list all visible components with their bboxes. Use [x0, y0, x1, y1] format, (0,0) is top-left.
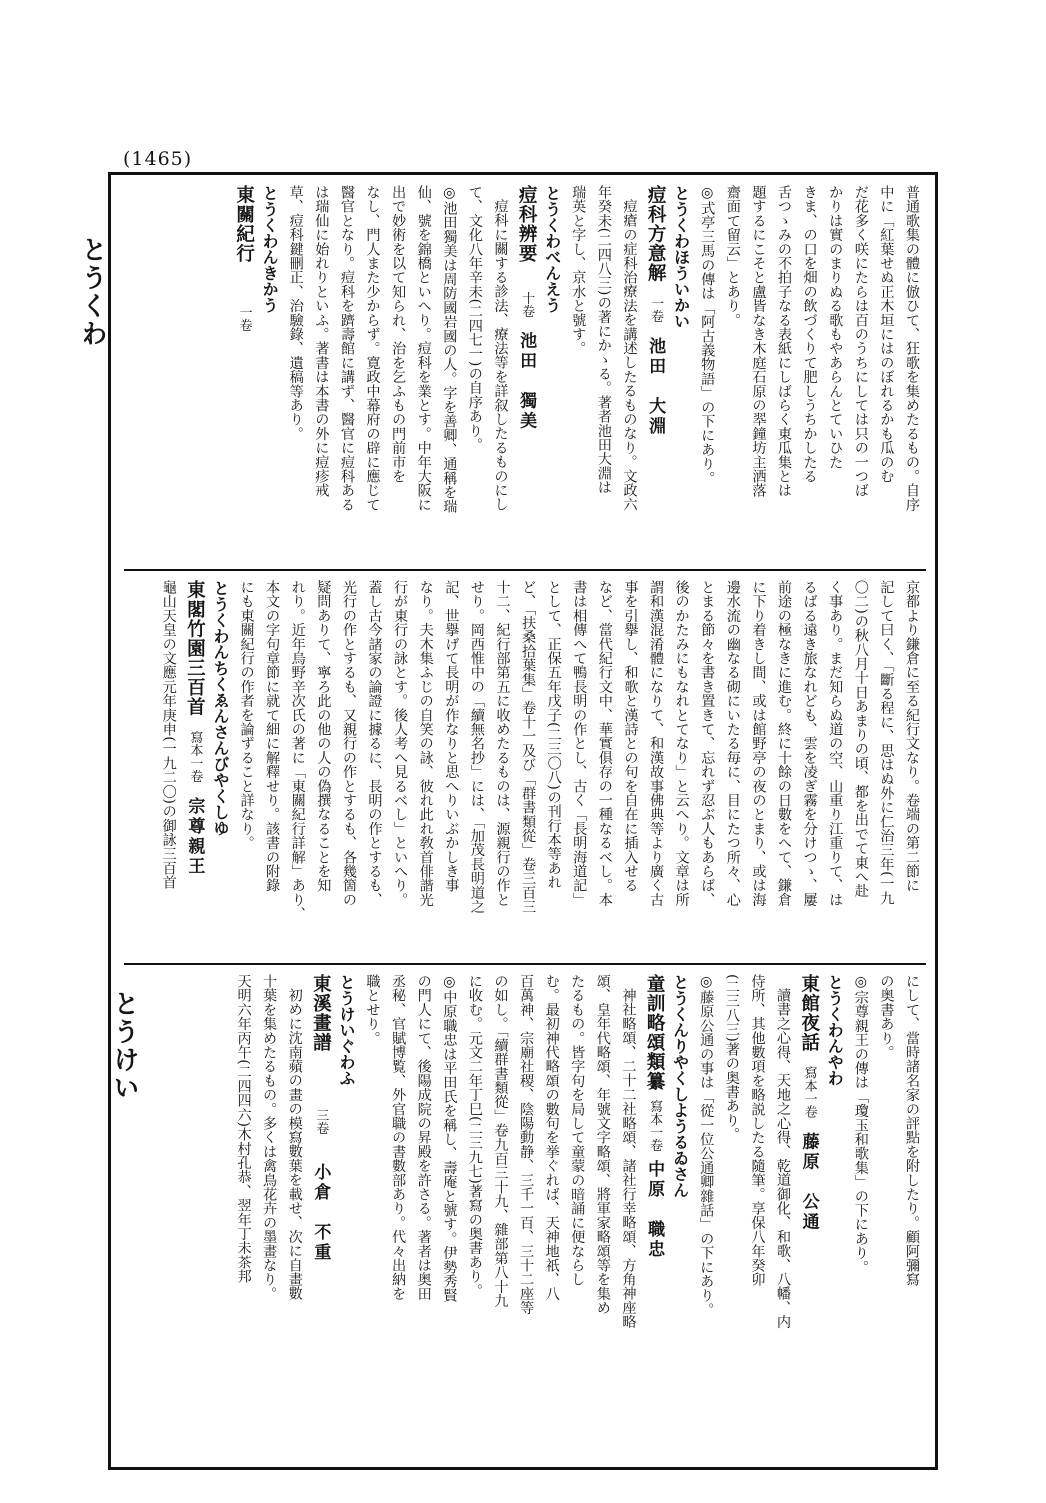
text-line: の門人にて、後陽成院の昇殿を許さる。著者は奥田 — [415, 974, 432, 1301]
entry-heading — [230, 185, 257, 557]
entry-heading — [640, 974, 667, 1344]
text-line: (二三八三)著の奥書あり。 — [723, 974, 740, 1142]
text-line: む。最初神代略頌の數句を挙ぐれば、天神地祇、八 — [543, 974, 560, 1301]
text-line: く事あり。まだ知らぬ道の空、山重り江重りて、は — [827, 580, 844, 907]
text-line: 記、世擧げて長明が作なりと思へりいぶかしき事 — [443, 580, 460, 893]
text-line: なり。夫木集ふじの自笑の詠、彼れ此れ敎首俳諧光 — [417, 580, 434, 907]
text-line: 痘瘡の症科治療法を講述したるものなり。文政六 — [621, 199, 638, 512]
entry-author: 池田 獨美 — [516, 331, 537, 432]
text-line: 丞秘、官賦博覧、外官職の書數部あり。代々出納を — [390, 974, 407, 1301]
entry-heading — [181, 580, 208, 952]
text-line: ど、「扶桑拾葉集」卷十一及び「群書類從」卷三百三 — [520, 580, 537, 914]
text-line: 蓋し古今諸家の論證に據るに、長明の作とするも、 — [366, 580, 383, 907]
entry-title: 東關紀行 — [233, 185, 255, 263]
entry-volume: 寫本一卷 — [187, 730, 203, 783]
entry-reading: とうくわんきかう — [260, 185, 280, 313]
entry-reading: とうくわほういかい — [671, 185, 691, 329]
text-line: 仙、號を錦橋といへり。痘科を業とす。中年大阪に — [415, 185, 432, 512]
text-line: ◎式亭三馬の傳は「阿古義物語」の下にあり。 — [699, 185, 716, 485]
text-line: 後のかたみにもなれとてなり」と云へり。文章は所 — [673, 580, 690, 907]
entry-reading: とうけいぐわふ — [336, 974, 356, 1086]
entry-heading — [513, 185, 540, 557]
text-band-upper — [124, 185, 924, 557]
text-line: 謂和漢混淆體になりて、和漢故事佛典等より廣く古 — [648, 580, 665, 907]
text-line: 神社略頌、二十二社略頌、諸社行幸略頌、方角神座略 — [620, 988, 637, 1329]
entry-reading: とうくわんやわ — [825, 974, 845, 1086]
entry-author: 藤原 公通 — [798, 1132, 819, 1233]
entry-volume: 三卷 — [313, 1108, 329, 1135]
text-line: 舌つゝみの不拍子なる表紙にしばらく東瓜集とは — [776, 185, 793, 498]
page-number: (1465) — [123, 148, 193, 170]
text-line: の奥書あり。 — [878, 974, 895, 1060]
text-line: に下り着きし間、或は館野亭の夜のとまり、或は海 — [750, 580, 767, 907]
text-line: 邊水流の幽なる砌にいたる毎に、目にたつ所々、心 — [724, 580, 741, 907]
text-line: 龜山天皇の文應元年庚申(一九二〇)の御詠三百首 — [160, 580, 177, 890]
text-line: かりは實のまりぬる歌もやあらんとていひた — [827, 185, 844, 469]
text-line: ◎中原職忠は平田氏を稱し、壽庵と號す。伊勢秀賢 — [441, 974, 458, 1303]
side-header-left: とうけい — [109, 990, 139, 1102]
entry-title: 東館夜話 — [798, 974, 820, 1052]
text-line: 疑問ありて、寧ろ此の他の人の偽撰なることを知 — [315, 580, 332, 893]
text-line: 京都より鎌倉に至る紀行文なり。卷端の第二節に — [904, 580, 920, 893]
text-line: 題するにこそと盧皆なき木庭石原の翆鐘坊主洒落 — [750, 185, 767, 498]
text-line: 光行の作とするも、又親行の作とするも、各幾箇の — [340, 580, 357, 907]
band-divider-2 — [124, 963, 926, 965]
entry-heading — [641, 185, 668, 557]
text-line: 書は相傳へて鴨長明の作とし、古く「長明海道記」 — [571, 580, 588, 907]
text-line: たるもの。皆字句を局して童蒙の暗誦に便ならし — [569, 974, 586, 1287]
text-band-middle — [124, 580, 924, 952]
text-line: ◎藤原公通の事は「從一位公通卿雜話」の下にあり。 — [698, 974, 715, 1317]
entry-author: 小倉 不重 — [310, 1163, 331, 1264]
side-header-right: とうくわ — [77, 236, 107, 348]
entry-heading — [307, 974, 334, 1344]
entry-title: 童訓略頌類纂 — [644, 974, 666, 1091]
text-line: 讀書之心得、天地之心得、乾道御化、和歌、八幡、内 — [775, 988, 792, 1329]
text-line: に收む。元文二年丁巳(二三九七)著寫の奥書あり。 — [466, 974, 483, 1298]
entry-volume: 寫本一卷 — [801, 1066, 817, 1119]
entry-reading: とうくんりやくしようるゐさん — [670, 974, 690, 1198]
text-line: 行が東行の詠とす。後人考へ見るべし」といへり。 — [392, 580, 409, 907]
entry-reading: とうくわべんえう — [542, 185, 562, 313]
entry-author: 池田 大淵 — [645, 336, 666, 437]
text-line: 十葉を集めたるもの。多くは禽鳥花卉の墨畫なり。 — [261, 974, 278, 1301]
text-line: せり。岡西惟中の「續無名抄」には、「加茂長明道之 — [468, 580, 485, 914]
text-line: 百萬神、宗廟社稷、陰陽動静、三千一百、三十二座等 — [518, 974, 535, 1315]
entry-volume: 一卷 — [236, 305, 252, 332]
text-line: にして、當時諸名家の評點を附したり。顧阿彌寫 — [904, 974, 920, 1287]
entry-title: 東閣竹園三百首 — [184, 580, 206, 717]
text-line: 天明六年丙午(二四四六)木村孔恭、翌年丁未茶邦 — [235, 974, 252, 1284]
entry-title: 痘科方意解 — [645, 185, 667, 283]
text-line: 中に「紅葉せぬ正木垣にはのぼれるかも瓜のむ — [878, 185, 895, 484]
text-line: として、正保五年戊子(二三〇八)の刊行本等あれ — [545, 580, 562, 890]
text-line: 瑞英と字し、京水と號す。 — [570, 185, 587, 356]
entry-volume: 十卷 — [519, 291, 535, 318]
text-line: 前途の極なきに進む。終に十餘の日數をへて、鎌倉 — [776, 580, 793, 907]
text-line: なし、門人また少からず。寛政中幕府の辟に應じて — [364, 185, 381, 512]
text-line: とまる節々を書き置きて、忘れず忍ぶ人もあらば、 — [699, 580, 716, 907]
text-line: て、文化八年辛未(二四七一)の自序あり。 — [466, 185, 483, 452]
band-divider-1 — [124, 569, 926, 571]
text-line: れり。近年烏野辛次氏の著に「東關紀行詳解」あり、 — [289, 580, 306, 921]
text-line: るばる遠き旅なれども、雲を凌ぎ霧を分けつゝ、屢 — [801, 580, 818, 907]
text-line: 本文の字句章節に就て細に解釋せり。該書の附錄 — [264, 580, 281, 893]
text-line: 出で妙術を以て知られ、治を乞ふもの門前市を — [390, 185, 407, 484]
text-line: だ花多く咲にたらは百のうちにしては只の一つば — [852, 185, 869, 498]
text-band-lower — [124, 974, 924, 1344]
text-line: 年癸未(二四八三)の著にかゝる。著者池田大淵は — [595, 185, 612, 495]
text-line: 事を引擧し、和歌と漢詩との句を自在に插入せる — [622, 580, 639, 893]
entry-title: 痘科辨要 — [516, 185, 538, 263]
text-line: 初めに沈南蘋の畫の模寫數葉を載せ、次に自畫數 — [286, 988, 303, 1301]
text-line: にも東關紀行の作者を論ずること詳なり。 — [238, 580, 255, 850]
text-line: 記して曰く、「斷る程に、思はぬ外に仁治三年(一九 — [878, 580, 895, 906]
entry-heading — [795, 974, 822, 1344]
text-line: の如し。「續群書類從」卷九百三十九、雜部第八十九 — [492, 974, 509, 1308]
text-line: 痘科に關する診法、療法等を詳叙したるものにし — [492, 199, 509, 512]
text-line: 職とせり。 — [364, 974, 381, 1045]
text-line: ◎宗尊親王の傳は「瓊玉和歌集」の下にあり。 — [852, 974, 869, 1274]
text-line: 普通歌集の體に倣ひて、狂歌を集めたるもの。自序 — [904, 185, 920, 512]
text-line: 醫官となり。痘科を躋壽館に講ず、醫官に痘科ある — [338, 185, 355, 512]
text-line: は瑞仙に始れりといふ。著書は本書の外に痘疹戒 — [313, 185, 330, 498]
entry-volume: 寫本一卷 — [647, 1099, 663, 1152]
text-line: 十二、紀行部第五に收めたるものは、源親行の作と — [494, 580, 511, 907]
text-line: 頌、皇年代略頌、年號文字略頌、將軍家略頌等を集め — [594, 974, 611, 1315]
text-line: 草、痘科鍵刪正、治驗錄、遺稿等あり。 — [287, 185, 304, 441]
text-line: 侍所、其他數項を略説したる隨筆。享保八年癸卯 — [749, 974, 766, 1287]
entry-title: 東溪畫譜 — [310, 974, 332, 1052]
text-line: きま、の口を畑の飲づくりて肥しうちかしたる — [801, 185, 818, 484]
entry-author: 宗尊親王 — [184, 796, 205, 877]
text-line: など、當代紀行文中、華實俱存の一種なるべし。本 — [596, 580, 613, 907]
text-line: 〇二)の秋八月十日あまりの頃、都を出でて東へ赴 — [852, 580, 869, 898]
entry-author: 中原 職忠 — [644, 1160, 665, 1261]
text-line: 齋面て留云」とあり。 — [724, 185, 741, 327]
entry-reading: とうくわんちくゑんさんびやくしゆ — [210, 580, 230, 836]
text-line: ◎池田獨美は周防國岩國の人。字を善卿、通稱を瑞 — [441, 185, 458, 514]
entry-volume: 一卷 — [648, 296, 664, 323]
